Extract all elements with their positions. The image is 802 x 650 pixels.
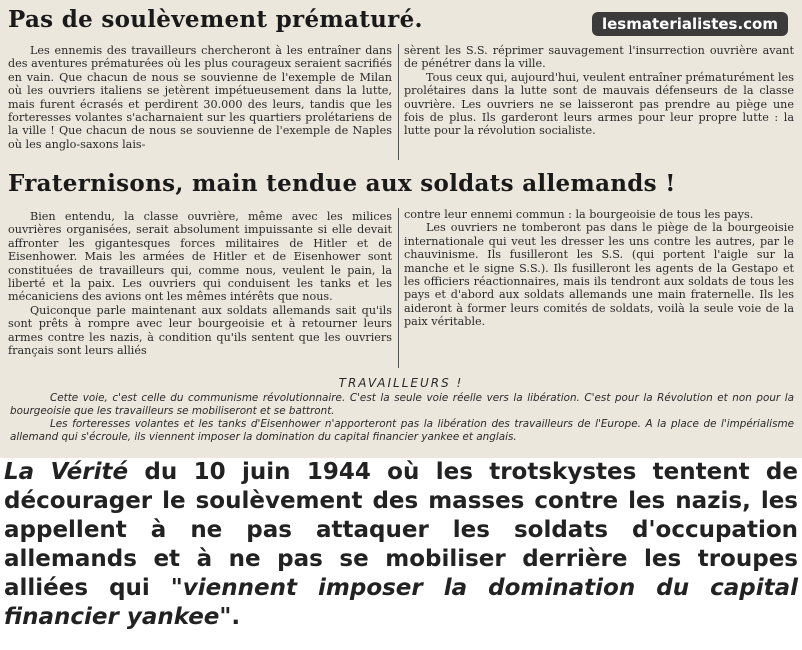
caption-newspaper-title: La Vérité <box>4 459 129 485</box>
article2-left-paragraph-2: Quiconque parle maintenant aux soldats allemands sait qu'ils sont prêts à rompre avec leur bourgeoisie et à retourner leurs armes contre les nazis, à condition qu'ils sentent que les ouvriers français sont leurs alliés <box>8 303 392 358</box>
caption-text <box>4 458 798 632</box>
article1-right-column <box>404 44 794 138</box>
article1-left-column <box>8 44 392 151</box>
headline-pas-de-soulevement: Pas de soulèvement prématuré. <box>8 6 423 33</box>
article1-right-paragraph-1: sèrent les S.S. réprimer sauvagement l'insurrection ouvrière avant de pénétrer dans la ville. <box>404 44 794 71</box>
column-divider <box>398 208 399 368</box>
travailleurs-paragraph-1: Cette voie, c'est celle du communisme révolutionnaire. C'est la seule voie réelle vers la libération. C'est pour la Révolution et non pour la bourgeoisie que les travailleurs se mobiliseront et se battront. <box>10 392 794 417</box>
caption-body: du 10 juin 1944 où les trotskystes tentent de décourager le soulèvement des masses contre les nazis, les appellent à ne pas attaquer les soldats d'occupation allemands et à ne pas se mobiliser derrière les troupes alliées qui " <box>4 459 798 601</box>
caption-quote: viennent imposer la domination du capital financier yankee <box>4 575 798 630</box>
article2-right-column <box>404 208 794 329</box>
watermark-badge: lesmaterialistes.com <box>592 12 788 36</box>
headline-fraternisons: Fraternisons, main tendue aux soldats allemands ! <box>8 170 676 197</box>
caption-panel <box>0 458 802 650</box>
travailleurs-paragraph-2: Les forteresses volantes et les tanks d'Eisenhower n'apporteront pas la libération des travailleurs de l'Europe. A la place de l'impérialisme allemand qui s'écroule, ils viennent imposer la domination du capital financier yankee et anglais. <box>10 418 794 443</box>
article2-left-paragraph-1: Bien entendu, la classe ouvrière, même avec les milices ouvrières organisées, serait absolument impuissante si elle devait affronter les gigantesques forces militaires de Hitler et de Eisenhower. Mais les armées de Hitler et de Eisenhower sont constituées de travailleurs qui, comme nous, veulent le pain, la liberté et la paix. Les ouvriers qui conduisent les tanks et les mécaniciens des avions ont les mêmes intérêts que nous. <box>8 210 392 304</box>
travailleurs-block <box>10 392 794 444</box>
article1-right-paragraph-2: Tous ceux qui, aujourd'hui, veulent entraîner prématurément les prolétaires dans la lutte sont de mauvais défenseurs de la classe ouvrière. Les ouvriers ne se laisseront pas prendre au piège une fois de plus. Ils garderont leurs armes pour leur propre lutte : la lutte pour la révolution socialiste. <box>404 70 794 138</box>
article2-right-paragraph-2: Les ouvriers ne tomberont pas dans le piège de la bourgeoisie internationale qui veut les dresser les uns contre les autres, par le chauvinisme. Ils fusilleront les S.S. (qui portent l'aigle sur la manche et le signe S.S.). Ils fusilleront les agents de la Gestapo et les officiers réactionnaires, mais ils tendront aux soldats de tous les pays et d'abord aux soldats allemands une main fraternelle. Ils les aideront à former leurs comités de soldats, voilà la seule voie de la paix véritable. <box>404 221 794 329</box>
caption-end: ". <box>219 604 241 630</box>
article2-right-paragraph-1: contre leur ennemi commun : la bourgeoisie de tous les pays. <box>404 208 754 221</box>
article1-left-paragraph: Les ennemis des travailleurs chercheront à les entraîner dans des aventures prématurées où les plus courageux seraient sacrifiés en vain. Que chacun de nous se souvienne de l'exemple de Milan où les ouvriers italiens se jetèrent impétueusement dans la lutte, mais furent écrasés et perdirent 30.000 des leurs, tandis que les forteresses volantes s'acharnaient sur les quartiers prolétariens de la ville ! Que chacun de nous se souvienne de l'exemple de Naples où les anglo-saxons lais- <box>8 44 392 151</box>
article2-left-column <box>8 210 392 357</box>
column-divider <box>398 44 399 160</box>
travailleurs-heading: TRAVAILLEURS ! <box>338 376 464 390</box>
